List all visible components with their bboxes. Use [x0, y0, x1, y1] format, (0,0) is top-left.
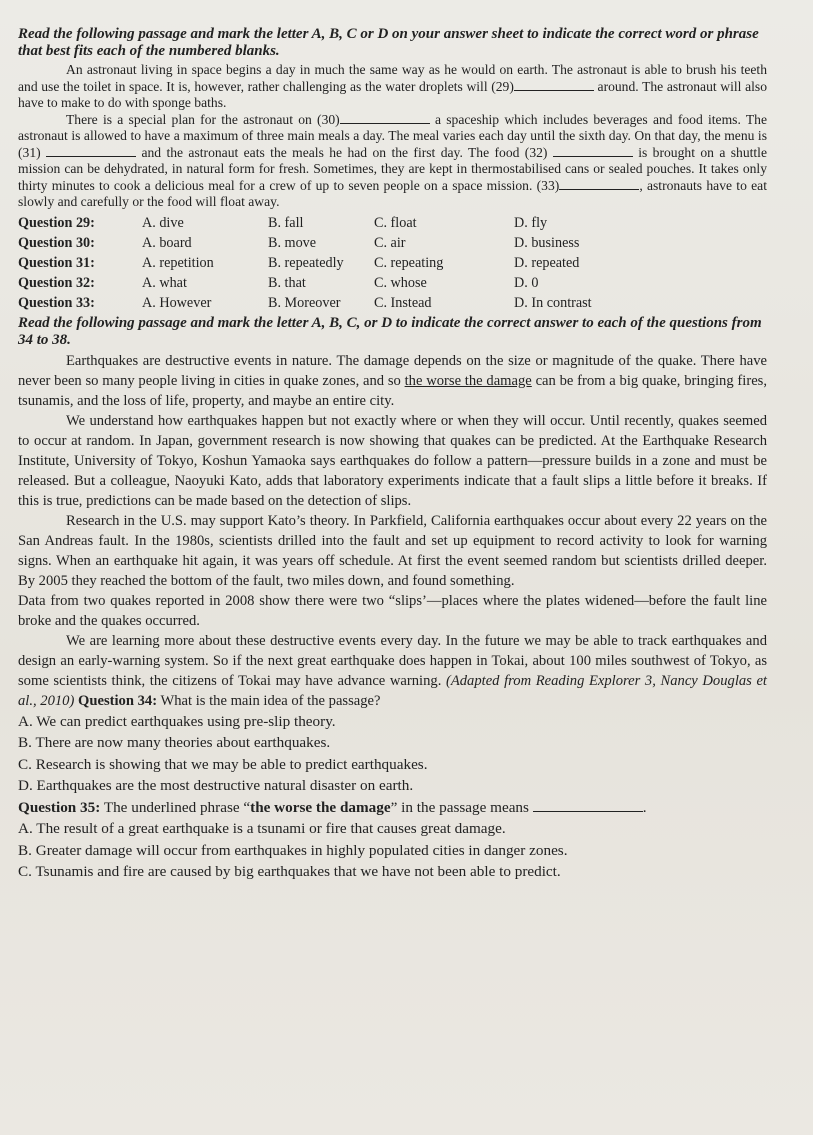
- text-span: is brought on a shuttle mission can be dehydrated, in natural form for fresh. Sometimes, they are kept in thermostabilised cans or sealed pouches. It takes only thirty minutes to cook a delicious meal for a crew of up to seven people on a space mission. (33): [18, 144, 767, 193]
- section2-instructions: Read the following passage and mark the letter A, B, C, or D to indicate the correct answer to each of the questions from 34 to 38.: [18, 314, 762, 348]
- section1-paragraph-1: [18, 62, 767, 112]
- blank-33: [559, 178, 639, 190]
- option-a[interactable]: A. what: [142, 274, 187, 291]
- option-b[interactable]: B. fall: [268, 214, 304, 231]
- section2-paragraph-1: [18, 351, 767, 411]
- option-b[interactable]: B. that: [268, 274, 306, 291]
- blank-31: [46, 145, 136, 157]
- text-span: An astronaut living in space begins a day in much the same way as he would on earth. The astronaut is able to brush his teeth and use the toilet in space. It is, however, rather challenging as the water droplets will (29): [18, 62, 767, 94]
- option-a[interactable]: A. repetition: [142, 254, 214, 271]
- option-b[interactable]: B. There are now many theories about earthquakes.: [18, 734, 331, 751]
- option-a[interactable]: A. dive: [142, 214, 184, 231]
- quoted-phrase: the worse the damage: [250, 798, 391, 816]
- option-b[interactable]: B. Greater damage will occur from earthquakes in highly populated cities in danger zones.: [18, 841, 568, 859]
- blank-30: [340, 112, 430, 124]
- section2-paragraph-3: Research in the U.S. may support Kato’s theory. In Parkfield, California earthquakes occur about every 22 years on the San Andreas fault. In the 1980s, scientists drilled into the fault and set up equipment to record activity to look for warning signs. When an earthquake hit again, it was years off schedule. At first the event seemed random but scientists drilled deeper. By 2005 they reached the bottom of the fault, two miles down, and found something.: [18, 512, 767, 589]
- source-citation: (Adapted from Reading Explorer 3, Nancy Douglas et al., 2010): [18, 672, 767, 709]
- question-row-33: [18, 293, 767, 313]
- question-label: Question 30:: [18, 234, 95, 251]
- question-list-29-33: [18, 213, 767, 313]
- option-d[interactable]: D. 0: [514, 274, 539, 291]
- question-35-options: [18, 818, 767, 883]
- option-a[interactable]: A. We can predict earthquakes using pre-slip theory.: [18, 712, 336, 730]
- option-c[interactable]: C. Instead: [374, 294, 432, 311]
- question-row-32: [18, 273, 767, 293]
- section2-paragraph-2: We understand how earthquakes happen but not exactly where or when they will occur. Until recently, quakes seemed to occur at random. In Japan, government research is now showing that quakes can be predicted. At the Earthquake Research Institute, University of Tokyo, Koshun Yamaoka says earthquakes do follow a pattern—pressure builds in a zone and must be released. But a colleague, Naoyuki Kato, adds that laboratory experiments indicate that a fault slips a little before it breaks. If this is true, predictions can be made based on the detection of slips.: [18, 412, 767, 509]
- question-label: Question 29:: [18, 214, 95, 231]
- question-35-stem: Question 35: The underlined phrase “the worse the damage” in the passage means .: [18, 798, 647, 816]
- text-span: and the astronaut eats the meals he had on the first day. The food (32): [141, 144, 548, 160]
- text-span: We are learning more about these destructive events every day. In the future we may be able to track earthquakes and design an early-warning system. So if the next great earthquake does happen in Tokai, about 100 miles southwest of Tokyo, as some scientists think, the citizens of Tokai may have advance warning.: [18, 632, 767, 689]
- question-34-text: What is the main idea of the passage?: [160, 692, 381, 709]
- blank-32: [553, 145, 633, 157]
- option-b[interactable]: B. repeatedly: [268, 254, 344, 271]
- text-span: Earthquakes are destructive events in nature. The damage depends on the size or magnitude of the quake. There have never been so many people living in cities in quake zones, and so: [18, 352, 767, 389]
- option-c[interactable]: C. float: [374, 214, 417, 231]
- question-35-label: Question 35:: [18, 798, 101, 816]
- section1-paragraph-2: [18, 112, 767, 211]
- question-row-29: [18, 213, 767, 233]
- blank-29: [514, 79, 594, 91]
- question-label: Question 32:: [18, 274, 95, 291]
- option-d[interactable]: D. fly: [514, 214, 548, 231]
- text-span: The underlined phrase “: [103, 798, 251, 816]
- text-span: , astronauts have to eat slowly and carefully or the food will float away.: [18, 177, 767, 209]
- option-c[interactable]: C. air: [374, 234, 406, 251]
- option-c[interactable]: C. whose: [374, 274, 427, 291]
- question-34-options: [18, 711, 767, 797]
- answer-blank: [533, 799, 643, 812]
- option-c[interactable]: C. repeating: [374, 254, 444, 271]
- section1-instructions: Read the following passage and mark the letter A, B, C or D on your answer sheet to indicate the correct word or phrase that best fits each of the numbered blanks.: [18, 26, 759, 59]
- option-b[interactable]: B. move: [268, 234, 317, 251]
- question-34-label: Question 34:: [78, 692, 158, 709]
- option-a[interactable]: A. However: [142, 294, 212, 311]
- option-a[interactable]: A. board: [142, 234, 192, 251]
- question-row-31: [18, 253, 767, 273]
- text-span: a spaceship which includes beverages and food items. The astronaut is allowed to have a maximum of three main meals a day. The meal varies each day until the sixth day. On that day, the menu is (31): [18, 111, 767, 160]
- underlined-phrase: the worse the damage: [404, 372, 532, 389]
- option-b[interactable]: B. Moreover: [268, 294, 341, 311]
- option-d[interactable]: D. In contrast: [514, 294, 592, 311]
- text-span: ” in the passage means: [390, 798, 529, 816]
- question-row-30: [18, 233, 767, 253]
- section2-paragraph-5: [18, 631, 767, 711]
- option-a[interactable]: A. The result of a great earthquake is a tsunami or fire that causes great damage.: [18, 820, 506, 837]
- text-span: can be from a big quake, bringing fires, tsunamis, and the loss of life, property, and maybe an entire city.: [18, 372, 768, 409]
- section2-paragraph-4: Data from two quakes reported in 2008 show there were two “slips’—places where the plates widened—before the fault line broke and the quakes occurred.: [18, 592, 767, 629]
- option-c[interactable]: C. Tsunamis and fire are caused by big earthquakes that we have not been able to predict.: [18, 863, 561, 880]
- question-label: Question 33:: [18, 294, 95, 311]
- question-label: Question 31:: [18, 254, 95, 271]
- option-d[interactable]: D. business: [514, 234, 580, 251]
- text-span: around. The astronaut will also have to make to do with sponge baths.: [18, 78, 767, 110]
- text-span: There is a special plan for the astronaut on (30): [66, 111, 340, 127]
- option-c[interactable]: C. Research is showing that we may be able to predict earthquakes.: [18, 755, 428, 773]
- option-d[interactable]: D. repeated: [514, 254, 580, 271]
- option-d[interactable]: D. Earthquakes are the most destructive natural disaster on earth.: [18, 777, 414, 794]
